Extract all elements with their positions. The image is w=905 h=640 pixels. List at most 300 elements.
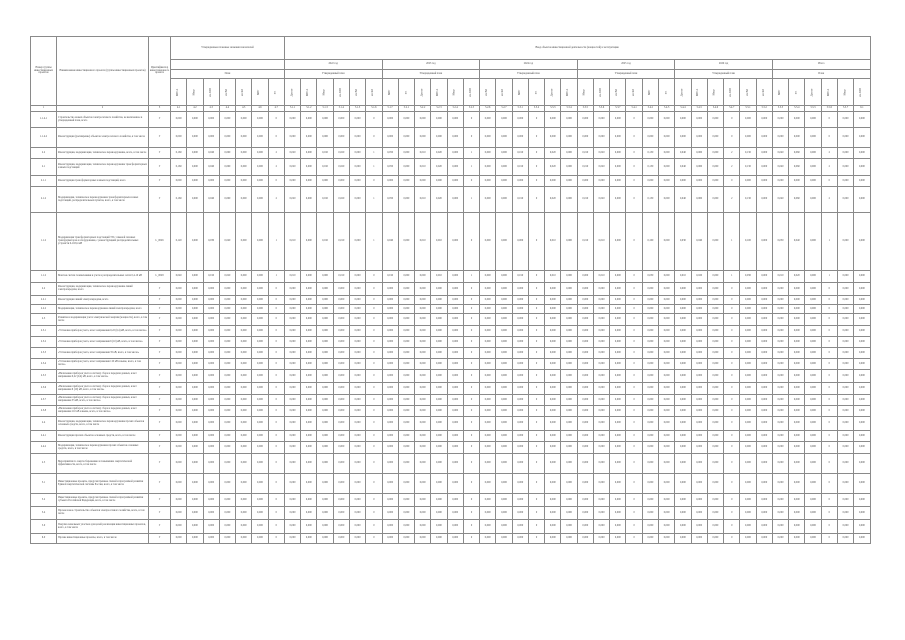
row-value: 0,000: [772, 431, 788, 442]
header-subyear: Утвержденный план: [382, 70, 480, 79]
row-value: 0,000: [642, 534, 658, 544]
row-value: 0,000: [691, 507, 707, 520]
row-value: 0,000: [805, 271, 821, 283]
column-number: 3: [149, 106, 171, 112]
row-value: 0,000: [317, 326, 333, 337]
row-value: 0,030: [203, 213, 219, 271]
row-code: 2.3.2: [31, 337, 57, 348]
row-value: 0,000: [789, 305, 805, 314]
row-value: 0,000: [577, 494, 593, 507]
row-value: 0,000: [203, 128, 219, 148]
row-value: 0: [366, 417, 382, 431]
row-value: 0,000: [382, 326, 398, 337]
row-value: 0,000: [415, 417, 431, 431]
row-value: 0,000: [789, 383, 805, 395]
row-value: 0,000: [610, 454, 626, 474]
row-value: 0,000: [854, 187, 870, 213]
row-value: 0: [366, 283, 382, 296]
row-value: 0,000: [480, 395, 496, 406]
row-value: 0,000: [203, 520, 219, 534]
row-value: 0,000: [772, 395, 788, 406]
row-value: 0: [366, 442, 382, 454]
header-subyear: Утвержденный план: [675, 70, 773, 79]
row-value: 0,000: [317, 370, 333, 383]
row-value: 0,000: [219, 128, 235, 148]
header-name: Наименование инвестиционного проекта (группы инвестиционных проектов): [57, 37, 149, 106]
row-value: 0,000: [659, 305, 675, 314]
row-value: 0,000: [252, 148, 268, 159]
row-value: 0: [528, 406, 544, 417]
row-value: 0,000: [789, 348, 805, 359]
row-value: 0,000: [480, 314, 496, 326]
row-value: 0,000: [642, 305, 658, 314]
row-value: 0,000: [642, 296, 658, 305]
row-value: 0,000: [642, 454, 658, 474]
row-name: Реконструкция трансформаторных и иных подстанций, всего: [57, 176, 149, 187]
row-value: 0,000: [252, 431, 268, 442]
row-value: 0,060: [789, 148, 805, 159]
row-value: 0,000: [740, 283, 756, 296]
column-number: 5.4.4: [675, 106, 691, 112]
row-value: 0: [821, 348, 837, 359]
row-value: 0,000: [642, 176, 658, 187]
row-value: 0: [821, 337, 837, 348]
row-value: 0,000: [772, 296, 788, 305]
row-value: 0,000: [512, 406, 528, 417]
row-name: «Включение приборов учета в систему сбора и передачи данных, класс напряжения 35 кВ, всего, в том числе»: [57, 395, 149, 406]
row-value: 0,000: [236, 395, 252, 406]
row-value: 0,000: [219, 520, 235, 534]
row-value: 0,000: [236, 271, 252, 283]
row-value: 0,040: [203, 159, 219, 176]
row-value: 0,000: [480, 112, 496, 128]
row-value: 0,000: [301, 417, 317, 431]
table-row: [31, 494, 871, 507]
row-value: 0,000: [577, 507, 593, 520]
row-value: 0,000: [496, 187, 512, 213]
row-value: 0,040: [675, 187, 691, 213]
row-value: 0,000: [545, 305, 561, 314]
row-value: 0,000: [171, 520, 187, 534]
row-id: Г: [149, 128, 171, 148]
row-value: 0,000: [203, 314, 219, 326]
header-unit-label: шт.: [534, 90, 538, 94]
header-unit: [447, 79, 463, 106]
row-value: 0,000: [203, 534, 219, 544]
row-value: 0,000: [707, 359, 723, 370]
header-unit: [431, 79, 447, 106]
row-value: 0,000: [252, 314, 268, 326]
row-value: 0,000: [317, 283, 333, 296]
row-value: 0,000: [203, 296, 219, 305]
header-unit-label: шт.: [664, 90, 668, 94]
row-value: 0: [724, 520, 740, 534]
row-value: 0,000: [577, 359, 593, 370]
row-value: 0,000: [772, 442, 788, 454]
row-id: Г: [149, 176, 171, 187]
row-value: 0,000: [447, 187, 463, 213]
row-value: 0,000: [480, 271, 496, 283]
row-value: 0,000: [707, 112, 723, 128]
row-value: 0,000: [333, 431, 349, 442]
header-unit-label: км КЛ: [631, 88, 635, 96]
table-row: [31, 395, 871, 406]
row-value: 0,000: [805, 474, 821, 494]
row-value: 0,000: [236, 213, 252, 271]
column-number: 6.1: [854, 106, 870, 112]
row-value: 0,000: [610, 406, 626, 417]
row-value: 0,000: [349, 442, 365, 454]
row-value: 0,000: [171, 454, 187, 474]
row-id: Г: [149, 337, 171, 348]
row-value: 0,000: [740, 520, 756, 534]
row-value: 0,000: [301, 507, 317, 520]
row-value: 0,000: [382, 395, 398, 406]
row-value: 0,000: [593, 395, 609, 406]
row-value: 0: [268, 112, 284, 128]
row-value: 0,000: [659, 395, 675, 406]
row-code: 2.3.5: [31, 370, 57, 383]
row-value: 0,000: [187, 454, 203, 474]
row-value: 0,000: [171, 314, 187, 326]
row-code: 2.1.2: [31, 187, 57, 213]
row-value: 0,000: [756, 383, 772, 395]
row-value: 0,000: [805, 406, 821, 417]
row-value: 0,000: [171, 370, 187, 383]
row-value: 0,000: [789, 337, 805, 348]
row-value: 0,000: [756, 314, 772, 326]
header-unit: [789, 79, 805, 106]
row-value: 0,000: [577, 314, 593, 326]
row-value: 0,000: [610, 283, 626, 296]
row-value: 0,000: [171, 359, 187, 370]
row-value: 0,000: [610, 271, 626, 283]
row-value: 0,000: [252, 176, 268, 187]
column-number: 5.4.6: [707, 106, 723, 112]
row-value: 0,000: [577, 383, 593, 395]
row-value: 0,000: [301, 431, 317, 442]
row-value: 0,000: [284, 314, 300, 326]
row-value: 0,000: [187, 187, 203, 213]
row-value: 0,000: [171, 494, 187, 507]
row-code: 2.3.1: [31, 326, 57, 337]
row-value: 0,000: [740, 454, 756, 474]
row-value: 0,000: [219, 283, 235, 296]
row-value: 0,000: [577, 520, 593, 534]
row-value: 1: [724, 271, 740, 283]
row-value: 0,000: [610, 148, 626, 159]
header-unit: [187, 79, 203, 106]
row-value: 0,000: [805, 431, 821, 442]
row-value: 0,000: [333, 296, 349, 305]
row-value: 0,000: [610, 159, 626, 176]
header-unit-label: Другое: [290, 88, 294, 96]
row-value: 0,050: [382, 148, 398, 159]
row-value: 0,000: [252, 395, 268, 406]
header-unit: [772, 79, 788, 106]
row-value: 0: [463, 213, 479, 271]
row-value: 0: [366, 296, 382, 305]
row-value: 0,040: [675, 148, 691, 159]
header-unit-label: км ЛЭП: [208, 87, 212, 97]
row-value: 0,000: [659, 213, 675, 271]
row-value: 0,000: [431, 383, 447, 395]
header-unit: [284, 79, 300, 106]
row-id: Г: [149, 431, 171, 442]
column-number: 5.4.2: [642, 106, 658, 112]
column-number: 5.3.4: [561, 106, 577, 112]
row-value: 0: [268, 494, 284, 507]
row-value: 0,000: [805, 148, 821, 159]
row-value: 0,000: [805, 454, 821, 474]
row-value: 0,000: [382, 454, 398, 474]
row-value: 0,000: [236, 176, 252, 187]
row-value: 0,000: [349, 507, 365, 520]
row-value: 0,000: [561, 271, 577, 283]
row-value: 0,040: [675, 159, 691, 176]
row-value: 0,000: [382, 283, 398, 296]
row-value: 0,000: [447, 326, 463, 337]
row-value: 0,000: [691, 417, 707, 431]
row-value: 0,030: [740, 271, 756, 283]
header-unit-label: км ЛЭП: [338, 87, 342, 97]
row-value: 0,000: [659, 406, 675, 417]
column-number: 5.2.6: [480, 106, 496, 112]
header-year: 2024 год: [480, 60, 578, 70]
row-value: 0,000: [512, 395, 528, 406]
row-value: 0,000: [171, 383, 187, 395]
header-unit-label: Мвар: [582, 89, 586, 95]
row-value: 0,000: [447, 359, 463, 370]
row-value: 0,000: [333, 442, 349, 454]
row-value: 0,000: [545, 337, 561, 348]
row-value: 0: [366, 305, 382, 314]
row-value: 0,000: [480, 494, 496, 507]
row-id: Г: [149, 305, 171, 314]
table-row: [31, 534, 871, 544]
row-value: 0,000: [382, 348, 398, 359]
column-number: 5.3.3: [545, 106, 561, 112]
row-value: 0,050: [382, 159, 398, 176]
row-value: 0,000: [659, 534, 675, 544]
header-unit-label: МВ×А: [436, 88, 440, 96]
row-value: 0,000: [593, 305, 609, 314]
row-value: 0: [724, 395, 740, 406]
row-value: 0,000: [837, 395, 853, 406]
row-value: 0,000: [593, 454, 609, 474]
row-value: 0,000: [284, 348, 300, 359]
row-value: 0,000: [675, 406, 691, 417]
row-name: Модернизация, техническое перевооружение трансформаторных и иных подстанций, распределительных пунктов, всего, в том числе: [57, 187, 149, 213]
row-value: 0,000: [349, 213, 365, 271]
row-value: 0: [821, 296, 837, 305]
row-value: 0,000: [545, 520, 561, 534]
row-value: 0,000: [252, 359, 268, 370]
row-value: 0: [724, 348, 740, 359]
row-value: 0: [463, 474, 479, 494]
row-value: 0,000: [805, 314, 821, 326]
row-value: 0,010: [203, 271, 219, 283]
row-value: 0,000: [789, 442, 805, 454]
row-value: 0,000: [398, 176, 414, 187]
row-value: 2: [724, 187, 740, 213]
row-value: 0,000: [545, 395, 561, 406]
row-value: 0,000: [561, 474, 577, 494]
row-value: 0,000: [805, 534, 821, 544]
header-unit-label: МВт: [778, 89, 782, 95]
row-value: 0,000: [659, 296, 675, 305]
row-value: 0,000: [642, 370, 658, 383]
row-value: 0,000: [252, 213, 268, 271]
row-value: 0,000: [187, 507, 203, 520]
row-value: 0,000: [480, 406, 496, 417]
row-value: 0,000: [642, 494, 658, 507]
row-value: 0: [528, 112, 544, 128]
row-value: 0,000: [659, 507, 675, 520]
row-value: 0,000: [284, 431, 300, 442]
row-value: 0,000: [837, 534, 853, 544]
row-value: 0,000: [171, 305, 187, 314]
column-number: 2: [57, 106, 149, 112]
row-value: 0,000: [496, 176, 512, 187]
row-value: 0,000: [789, 507, 805, 520]
row-value: 0,000: [187, 283, 203, 296]
row-value: 0,000: [740, 314, 756, 326]
row-value: 0,000: [756, 534, 772, 544]
row-value: 0: [528, 507, 544, 520]
row-value: 0,010: [431, 271, 447, 283]
row-value: 0: [626, 431, 642, 442]
row-value: 0,160: [171, 187, 187, 213]
row-value: 0: [528, 159, 544, 176]
row-value: 0,000: [675, 474, 691, 494]
row-value: 0,000: [171, 507, 187, 520]
row-value: 0,000: [577, 395, 593, 406]
row-value: 0,000: [431, 296, 447, 305]
row-value: 0,000: [496, 326, 512, 337]
row-value: 0,000: [561, 520, 577, 534]
row-value: 0,000: [561, 148, 577, 159]
row-value: 0,000: [349, 176, 365, 187]
row-value: 0,000: [496, 271, 512, 283]
row-value: 0,000: [349, 112, 365, 128]
row-value: 0,020: [284, 187, 300, 213]
row-value: 0,000: [593, 337, 609, 348]
row-value: 1: [463, 148, 479, 159]
header-unit: [854, 79, 870, 106]
row-value: 0,010: [545, 213, 561, 271]
row-code: 3.2: [31, 494, 57, 507]
row-value: 0,000: [236, 305, 252, 314]
row-value: 0,000: [415, 395, 431, 406]
row-value: 0,000: [772, 370, 788, 383]
row-value: 0: [626, 176, 642, 187]
row-value: 0,000: [707, 176, 723, 187]
row-value: 0: [528, 534, 544, 544]
row-value: 0: [366, 383, 382, 395]
row-value: 0,000: [610, 296, 626, 305]
row-value: 0: [821, 359, 837, 370]
table-row: [31, 474, 871, 494]
row-value: 0,000: [447, 395, 463, 406]
row-value: 0,000: [398, 494, 414, 507]
row-value: 0,000: [187, 112, 203, 128]
row-value: 0,000: [610, 187, 626, 213]
row-value: 0,130: [740, 187, 756, 213]
row-value: 0,000: [187, 314, 203, 326]
row-value: 0,040: [203, 187, 219, 213]
row-value: 0,000: [203, 507, 219, 520]
row-value: 0,000: [772, 348, 788, 359]
row-value: 0,000: [789, 520, 805, 534]
row-value: 0,000: [545, 359, 561, 370]
row-value: 0: [366, 520, 382, 534]
row-value: 0,000: [252, 326, 268, 337]
row-value: 0,000: [236, 314, 252, 326]
row-value: 0,000: [659, 326, 675, 337]
row-value: 0,000: [675, 359, 691, 370]
row-code: 2.3: [31, 314, 57, 326]
row-value: 0,000: [659, 348, 675, 359]
header-year: 2025 год: [577, 60, 675, 70]
row-value: 0: [821, 128, 837, 148]
header-unit-label: шт.: [794, 90, 798, 94]
row-code: 2.3.6: [31, 383, 57, 395]
row-value: 0,020: [219, 271, 235, 283]
row-value: 0: [366, 112, 382, 128]
row-value: 0,000: [480, 159, 496, 176]
header-unit-label: км КЛ: [761, 88, 765, 96]
header-subyear: Утвержденный план: [284, 70, 382, 79]
table-row: [31, 383, 871, 395]
row-value: 0,000: [236, 326, 252, 337]
row-value: 0,000: [561, 314, 577, 326]
row-value: 0,000: [349, 296, 365, 305]
row-value: 0: [724, 417, 740, 431]
row-value: 0,000: [675, 494, 691, 507]
row-value: 0: [626, 395, 642, 406]
row-value: 0,000: [772, 359, 788, 370]
row-value: 0,000: [252, 406, 268, 417]
row-value: 0,000: [577, 271, 593, 283]
header-unit: [512, 79, 528, 106]
table-row: [31, 417, 871, 431]
row-value: 0,000: [805, 112, 821, 128]
column-number: 5.3.5: [577, 106, 593, 112]
row-value: 0: [626, 296, 642, 305]
row-value: 0,000: [447, 112, 463, 128]
row-value: 0,000: [707, 337, 723, 348]
row-value: 0,000: [772, 534, 788, 544]
table-row: [31, 112, 871, 128]
row-value: 0,000: [740, 507, 756, 520]
row-value: 0,000: [284, 442, 300, 454]
row-value: 0,000: [659, 128, 675, 148]
row-value: 0,000: [512, 474, 528, 494]
row-value: 0: [268, 305, 284, 314]
row-code: 1.1.4.1: [31, 112, 57, 128]
row-value: 0,000: [593, 128, 609, 148]
row-value: 0,020: [333, 148, 349, 159]
row-value: 0,000: [756, 417, 772, 431]
row-value: 0,000: [398, 359, 414, 370]
row-value: 0: [528, 213, 544, 271]
row-name: Реконструкция линий электропередачи, всего: [57, 296, 149, 305]
row-value: 0: [463, 337, 479, 348]
row-value: 0,000: [545, 370, 561, 383]
row-value: 0: [268, 507, 284, 520]
row-value: 0,000: [431, 128, 447, 148]
